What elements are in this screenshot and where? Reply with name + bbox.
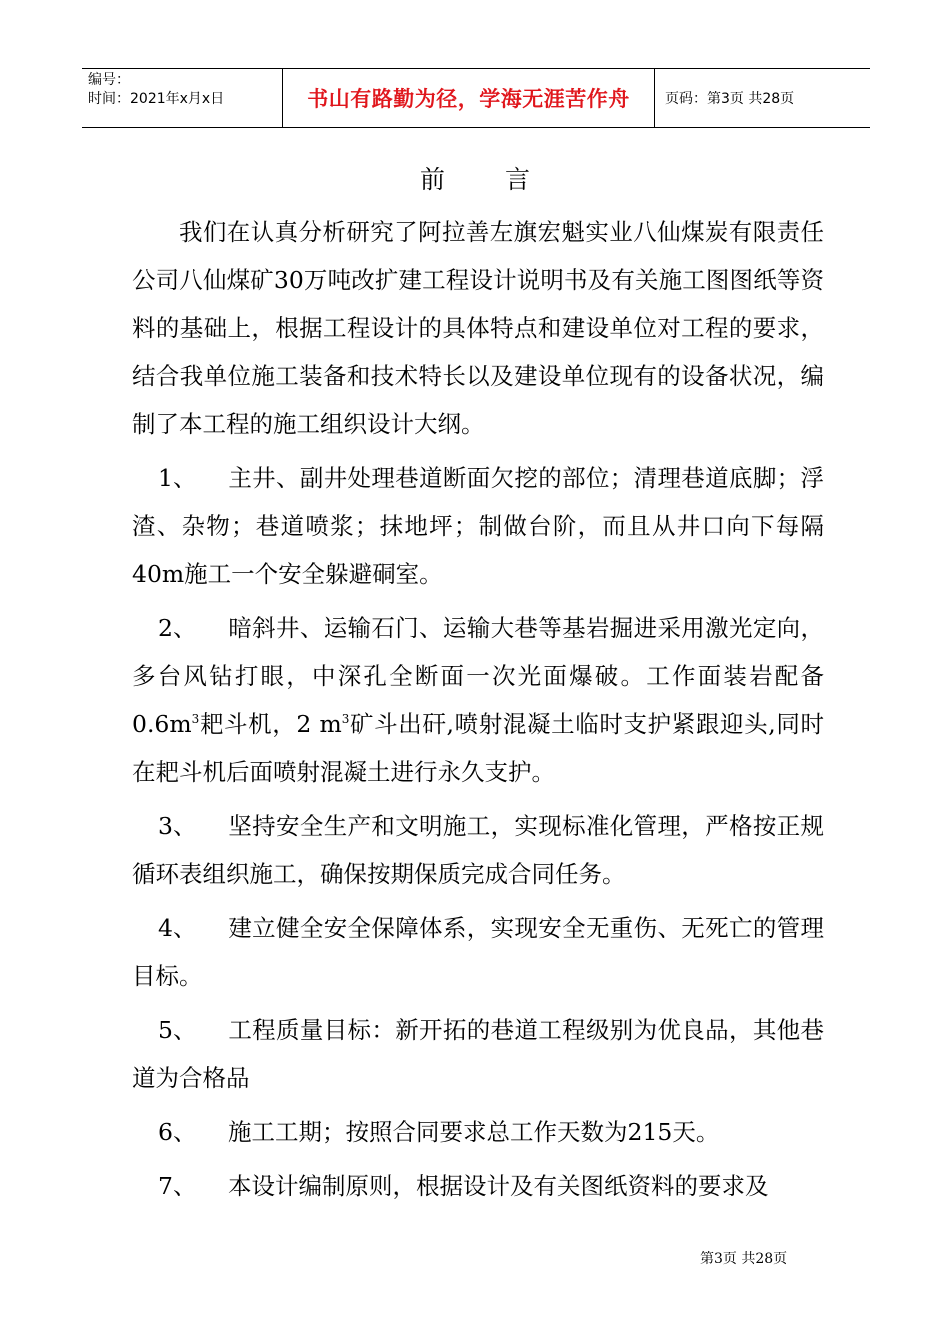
header-meta xyxy=(82,69,282,127)
item-text: 施工工期；按照合同要求总工作天数为215天。 xyxy=(228,1118,720,1146)
list-item xyxy=(132,904,824,1000)
item-text: 耙斗机，2 m xyxy=(199,710,342,738)
list-item xyxy=(132,1108,824,1156)
page-footer: 第3页 共28页 xyxy=(700,1251,788,1267)
item-number: 1、 xyxy=(158,464,197,492)
intro-paragraph: 我们在认真分析研究了阿拉善左旗宏魁实业八仙煤炭有限责任公司八仙煤矿30万吨改扩建工程设计说明书及有关施工图图纸等资料的基础上，根据工程设计的具体特点和建设单位对工程的要求，结合我单位施工装备和技术特长以及建设单位现有的设备状况，编制了本工程的施工组织设计大纲。 xyxy=(132,218,824,438)
item-text: 坚持安全生产和文明施工，实现标准化管理，严格按正规循环表组织施工，确保按期保质完成合同任务。 xyxy=(132,812,824,888)
item-text: 暗斜井、运输石门、运输大巷等基岩掘进采用激光定向，多台风钻打眼，中深孔全断面一次光面爆破。工作面装岩配备0.6m xyxy=(132,614,824,738)
item-text: 建立健全安全保障体系，实现安全无重伤、无死亡的管理目标。 xyxy=(132,914,824,990)
list-item xyxy=(132,454,824,598)
list-item xyxy=(132,802,824,898)
item-text: 主井、副井处理巷道断面欠挖的部位；清理巷道底脚；浮渣、杂物；巷道喷浆；抹地坪；制做台阶，而且从井口向下每隔40m施工一个安全躲避硐室。 xyxy=(132,464,824,588)
item-text: 工程质量目标：新开拓的巷道工程级别为优良品，其他巷道为合格品 xyxy=(132,1016,824,1092)
header-page-info: 页码：第3页 共28页 xyxy=(665,91,795,107)
superscript: 3 xyxy=(341,712,350,727)
number-label: 编号： xyxy=(88,72,130,88)
time-label: 时间：2021年x月x日 xyxy=(88,91,225,107)
page-title: 前言 xyxy=(419,165,590,194)
item-text: 矿斗出矸,喷射混凝土临时支护紧跟迎头,同时在耙斗机后面喷射混凝土进行永久支护。 xyxy=(132,710,824,786)
list-item xyxy=(132,604,824,796)
list-item xyxy=(132,1006,824,1102)
item-number: 6、 xyxy=(158,1118,197,1146)
item-number: 5、 xyxy=(158,1016,197,1044)
item-number: 2、 xyxy=(158,614,197,642)
item-number: 3、 xyxy=(158,812,197,840)
item-number: 7、 xyxy=(158,1172,197,1200)
item-number: 4、 xyxy=(158,914,197,942)
superscript: 3 xyxy=(191,712,200,727)
item-text: 本设计编制原则，根据设计及有关图纸资料的要求及 xyxy=(228,1172,769,1200)
list-item xyxy=(132,1162,824,1210)
header-table xyxy=(82,68,870,128)
document-body xyxy=(132,208,824,1210)
header-motto: 书山有路勤为径，学海无涯苦作舟 xyxy=(282,69,655,127)
